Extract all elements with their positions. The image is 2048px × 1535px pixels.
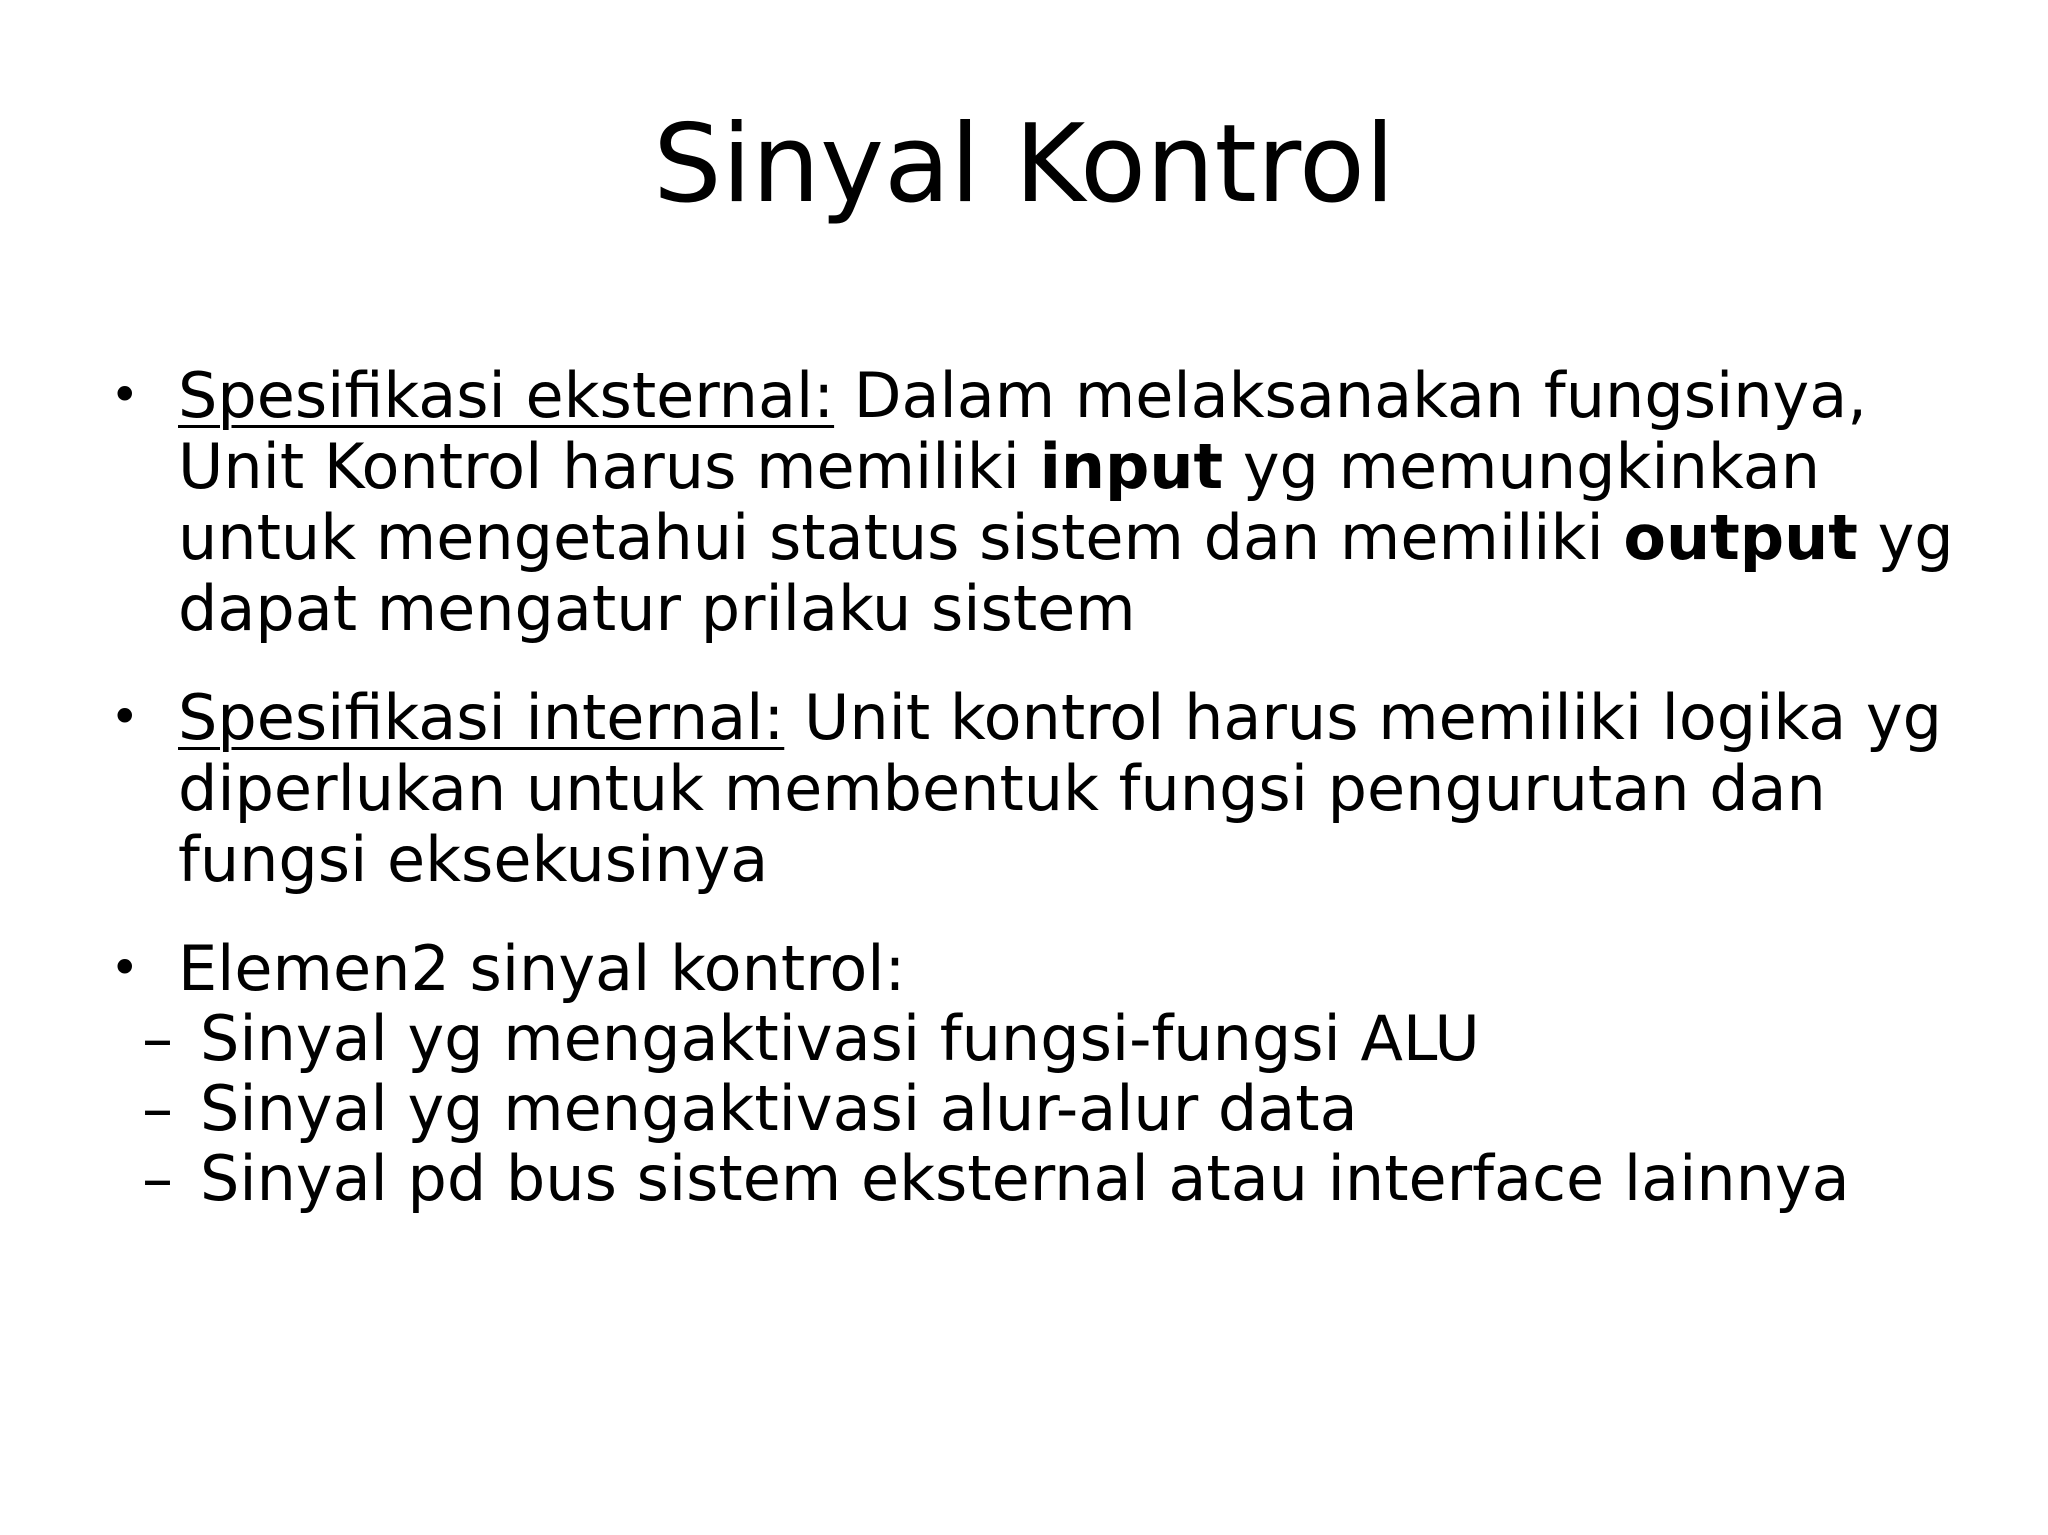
bullet-text: yg memungkinkan untuk mengetahui status sistem dan memiliki bbox=[178, 430, 1820, 574]
bullet-dot: • bbox=[110, 688, 140, 746]
dash-marker: – bbox=[142, 1002, 173, 1075]
bullet-text: Unit kontrol harus memiliki logika yg diperlukan untuk membentuk fungsi pengurutan dan fungsi eksekusinya bbox=[178, 681, 1942, 896]
bullet-dot: • bbox=[110, 366, 140, 424]
bold-term-output: output bbox=[1623, 501, 1858, 574]
sub-item-text: Sinyal yg mengaktivasi alur-alur data bbox=[200, 1072, 1358, 1145]
sub-item-text: Sinyal pd bus sistem eksternal atau interface lainnya bbox=[200, 1142, 1850, 1215]
dash-marker: – bbox=[142, 1072, 173, 1145]
bullet-control-signal-elements bbox=[110, 933, 1970, 1214]
bullet-text: Dalam melaksanakan fungsinya, Unit Kontrol harus memiliki bbox=[178, 359, 1867, 503]
bullet-label: Spesifikasi eksternal: bbox=[178, 359, 835, 432]
sub-item bbox=[110, 1074, 1970, 1144]
bullet-external-spec bbox=[110, 360, 1970, 644]
bullet-text: yg dapat mengatur prilaku sistem bbox=[178, 501, 1954, 645]
bullet-label: Spesifikasi internal: bbox=[178, 681, 785, 754]
bullet-text: Elemen2 sinyal kontrol: bbox=[178, 932, 906, 1005]
bullet-dot: • bbox=[110, 939, 140, 997]
sub-item-text: Sinyal yg mengaktivasi fungsi-fungsi ALU bbox=[200, 1002, 1480, 1075]
slide-title: Sinyal Kontrol bbox=[653, 102, 1395, 227]
sub-list bbox=[110, 1004, 1970, 1214]
bullet-internal-spec bbox=[110, 682, 1970, 895]
bold-term-input: input bbox=[1039, 430, 1224, 503]
slide-content bbox=[110, 360, 1970, 1252]
dash-marker: – bbox=[142, 1142, 173, 1215]
sub-item bbox=[110, 1004, 1970, 1074]
sub-item bbox=[110, 1144, 1970, 1214]
